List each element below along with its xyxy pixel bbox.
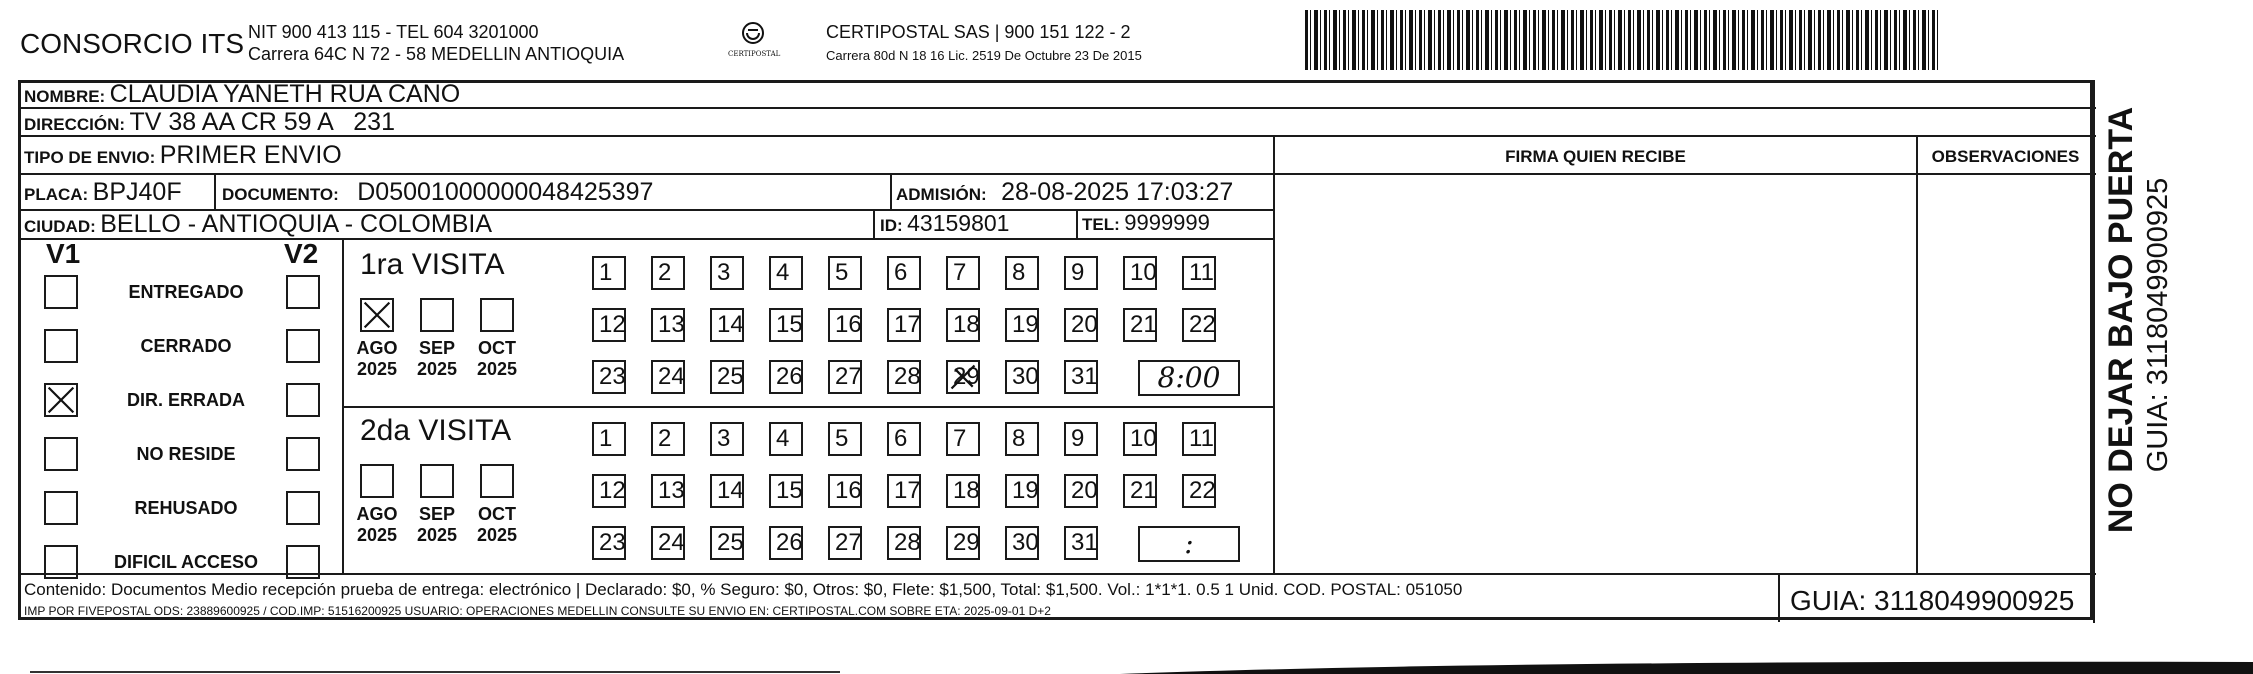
day-box-24[interactable]: [651, 526, 685, 560]
v1-checkbox[interactable]: [44, 275, 78, 309]
ciudad-field: [24, 210, 492, 239]
v1-checkbox[interactable]: [44, 329, 78, 363]
day-box-13[interactable]: [651, 474, 685, 508]
month-label: [352, 504, 402, 546]
documento-label: DOCUMENTO:: [222, 185, 339, 204]
day-box-27[interactable]: [828, 360, 862, 394]
day-number: 21: [1130, 477, 1157, 504]
day-box-28[interactable]: [887, 360, 921, 394]
tel-label: TEL:: [1082, 215, 1120, 234]
day-number: 8: [1012, 259, 1026, 286]
month-name: AGO: [356, 504, 398, 524]
day-box-14[interactable]: [710, 308, 744, 342]
day-number: 1: [599, 425, 613, 452]
day-number: 5: [835, 425, 849, 452]
nombre-row: [24, 80, 460, 109]
certipostal-logo: [728, 20, 781, 64]
observaciones-label: OBSERVACIONES: [1931, 147, 2080, 166]
day-box-1[interactable]: [592, 256, 626, 290]
tipo-value: PRIMER ENVIO: [159, 141, 342, 169]
day-box-31[interactable]: [1064, 360, 1098, 394]
day-box-23[interactable]: [592, 360, 626, 394]
address-line: Carrera 64C N 72 - 58 MEDELLIN ANTIOQUIA: [248, 44, 625, 64]
month-name: OCT: [478, 504, 516, 524]
day-box-10[interactable]: [1123, 422, 1157, 456]
day-number: 23: [599, 529, 626, 556]
day-box-8[interactable]: [1005, 256, 1039, 290]
day-number: 3: [717, 259, 731, 286]
day-number: 15: [776, 311, 803, 338]
day-box-16[interactable]: [828, 474, 862, 508]
day-number: 30: [1012, 529, 1039, 556]
day-box-30[interactable]: [1005, 360, 1039, 394]
check-mark-icon: [362, 300, 392, 330]
day-box-16[interactable]: [828, 308, 862, 342]
v2-checkbox[interactable]: [286, 437, 320, 471]
day-number: 11: [1189, 259, 1214, 286]
admision-value: 28-08-2025 17:03:27: [1001, 178, 1234, 206]
day-box-28[interactable]: [887, 526, 921, 560]
day-box-29[interactable]: [946, 360, 980, 394]
day-number: 2: [658, 259, 672, 286]
month-label: [472, 338, 522, 380]
day-box-29[interactable]: [946, 526, 980, 560]
carrier-line: CERTIPOSTAL SAS | 900 151 122 - 2: [826, 22, 1131, 42]
day-number: 23: [599, 363, 626, 390]
status-label: NO RESIDE: [136, 444, 236, 464]
v2-checkbox[interactable]: [286, 491, 320, 525]
day-number: 7: [953, 425, 967, 452]
day-number: 20: [1071, 311, 1098, 338]
month-name: AGO: [356, 338, 398, 358]
placa-label: PLACA:: [24, 185, 89, 204]
day-number: 6: [894, 425, 908, 452]
day-box-7[interactable]: [946, 256, 980, 290]
v2-label: V2: [284, 238, 319, 269]
day-box-25[interactable]: [710, 360, 744, 394]
day-number: 18: [953, 311, 980, 338]
day-box-23[interactable]: [592, 526, 626, 560]
status-label: DIFICIL ACCESO: [113, 552, 258, 572]
day-number: 13: [658, 477, 685, 504]
day-box-24[interactable]: [651, 360, 685, 394]
month-year: 2025: [476, 359, 518, 379]
day-number: 12: [599, 311, 626, 338]
id-label: ID:: [880, 216, 903, 235]
day-box-4[interactable]: [769, 422, 803, 456]
admision-label: ADMISIÓN:: [896, 185, 987, 204]
day-box-9[interactable]: [1064, 256, 1098, 290]
day-box-2[interactable]: [651, 256, 685, 290]
day-number: 11: [1189, 425, 1214, 452]
id-field: [880, 210, 1009, 237]
day-box-20[interactable]: [1064, 308, 1098, 342]
tel-field: [1082, 210, 1210, 236]
v2-checkbox[interactable]: [286, 329, 320, 363]
day-number: 31: [1071, 363, 1098, 390]
day-box-9[interactable]: [1064, 422, 1098, 456]
day-number: 30: [1012, 363, 1039, 390]
day-number: 4: [776, 259, 790, 286]
day-number: 16: [835, 311, 862, 338]
day-number: 14: [717, 311, 744, 338]
firma-label: FIRMA QUIEN RECIBE: [1505, 147, 1686, 166]
day-box-3[interactable]: [710, 422, 744, 456]
day-number: 22: [1189, 311, 1216, 338]
status-label: ENTREGADO: [128, 282, 244, 302]
month-name: OCT: [478, 338, 516, 358]
day-number: 31: [1071, 529, 1098, 556]
day-box-14[interactable]: [710, 474, 744, 508]
ciudad-value: BELLO - ANTIOQUIA - COLOMBIA: [100, 210, 492, 238]
v1-checkbox[interactable]: [44, 491, 78, 525]
time-field[interactable]: [1138, 526, 1240, 562]
tipo-row: [24, 141, 342, 170]
day-box-22[interactable]: [1182, 308, 1216, 342]
nit-line: NIT 900 413 115 - TEL 604 3201000: [248, 22, 539, 42]
documento-field: [222, 178, 653, 207]
day-number: 27: [835, 363, 862, 390]
direccion-row: [24, 108, 395, 137]
day-number: 2: [658, 425, 672, 452]
contenido-text: Contenido: Documentos Medio recepción prueba de entrega: electrónico | Declarado: $0, % Seguro: $0, Otros: $0, Flete: $1,500, Total: $1,500. Vol.: 1*1*1. 0.5 1 Unid. COD. POSTAL: 051050: [24, 580, 1463, 599]
day-box-3[interactable]: [710, 256, 744, 290]
placa-field: [24, 178, 182, 207]
day-box-25[interactable]: [710, 526, 744, 560]
month-checkbox[interactable]: [480, 464, 514, 498]
day-box-18[interactable]: [946, 474, 980, 508]
day-box-17[interactable]: [887, 308, 921, 342]
day-box-5[interactable]: [828, 422, 862, 456]
day-box-11[interactable]: [1182, 422, 1216, 456]
admision-field: [896, 178, 1233, 207]
nombre-value: CLAUDIA YANETH RUA CANO: [109, 80, 461, 108]
status-label: CERRADO: [140, 336, 232, 356]
tel-value: 9999999: [1124, 210, 1210, 235]
day-number: 10: [1130, 425, 1157, 452]
day-number: 7: [953, 259, 967, 286]
logo-text: CERTIPOSTAL: [728, 50, 781, 58]
v1-checkbox[interactable]: [44, 383, 78, 417]
day-number: 10: [1130, 259, 1157, 286]
day-box-26[interactable]: [769, 526, 803, 560]
day-box-21[interactable]: [1123, 474, 1157, 508]
direccion-label: DIRECCIÓN:: [24, 115, 126, 134]
day-number: 5: [835, 259, 849, 286]
barcode: [1305, 10, 1940, 70]
day-box-12[interactable]: [592, 474, 626, 508]
visit1-title: 1ra VISITA: [360, 248, 505, 281]
month-label: [472, 504, 522, 546]
time-field[interactable]: [1138, 360, 1240, 396]
month-checkbox[interactable]: [420, 298, 454, 332]
day-number: 16: [835, 477, 862, 504]
v2-checkbox[interactable]: [286, 545, 320, 579]
day-number: 4: [776, 425, 790, 452]
day-number: 26: [776, 529, 803, 556]
day-number: 9: [1071, 259, 1085, 286]
day-box-30[interactable]: [1005, 526, 1039, 560]
visit2-title: 2da VISITA: [360, 414, 512, 447]
month-year: 2025: [356, 525, 398, 545]
day-box-10[interactable]: [1123, 256, 1157, 290]
id-value: 43159801: [907, 210, 1010, 236]
day-box-31[interactable]: [1064, 526, 1098, 560]
day-box-15[interactable]: [769, 308, 803, 342]
time-value: :: [1184, 527, 1194, 560]
day-number: 12: [599, 477, 626, 504]
company-name: CONSORCIO ITS: [20, 28, 245, 59]
day-number: 18: [953, 477, 980, 504]
ciudad-label: CIUDAD:: [24, 217, 96, 236]
month-name: SEP: [418, 504, 456, 524]
day-mark-icon: [948, 362, 978, 392]
day-box-17[interactable]: [887, 474, 921, 508]
month-checkbox[interactable]: [420, 464, 454, 498]
time-value: 8:00: [1157, 361, 1221, 394]
day-number: 29: [953, 529, 980, 556]
day-number: 14: [717, 477, 744, 504]
day-number: 21: [1130, 311, 1157, 338]
day-number: 26: [776, 363, 803, 390]
no-dejar-warning: NO DEJAR BAJO PUERTA: [2102, 106, 2140, 534]
day-box-4[interactable]: [769, 256, 803, 290]
v2-checkbox[interactable]: [286, 383, 320, 417]
day-number: 20: [1071, 477, 1098, 504]
month-checkbox[interactable]: [480, 298, 514, 332]
side-text: [2102, 90, 2182, 550]
guia-footer: GUIA: 3118049900925: [1790, 585, 2075, 616]
documento-value: D05001000000048425397: [357, 178, 654, 206]
month-year: 2025: [416, 525, 458, 545]
day-box-13[interactable]: [651, 308, 685, 342]
day-number: 27: [835, 529, 862, 556]
day-number: 1: [599, 259, 613, 286]
day-box-2[interactable]: [651, 422, 685, 456]
day-box-1[interactable]: [592, 422, 626, 456]
day-box-15[interactable]: [769, 474, 803, 508]
day-number: 25: [717, 529, 744, 556]
day-number: 28: [894, 529, 921, 556]
status-label: DIR. ERRADA: [126, 390, 245, 410]
day-box-12[interactable]: [592, 308, 626, 342]
day-number: 8: [1012, 425, 1026, 452]
page-edge: [0, 660, 2253, 674]
day-box-19[interactable]: [1005, 308, 1039, 342]
day-number: 28: [894, 363, 921, 390]
day-number: 29: [953, 363, 980, 390]
day-number: 15: [776, 477, 803, 504]
month-year: 2025: [476, 525, 518, 545]
v1-checkbox[interactable]: [44, 437, 78, 471]
carrier-license: Carrera 80d N 18 16 Lic. 2519 De Octubre 23 De 2015: [826, 48, 1142, 63]
imp-text: IMP POR FIVEPOSTAL ODS: 23889600925 / COD.IMP: 51516200925 USUARIO: OPERACIONES MEDELLIN CONSULTE SU ENVIO EN: CERTIPOSTAL.COM SOBRE ETA: 2025-09-01 D+2: [24, 604, 1051, 618]
day-box-8[interactable]: [1005, 422, 1039, 456]
day-number: 25: [717, 363, 744, 390]
day-number: 24: [658, 363, 685, 390]
day-box-21[interactable]: [1123, 308, 1157, 342]
day-number: 19: [1012, 477, 1039, 504]
month-checkbox[interactable]: [360, 298, 394, 332]
nombre-label: NOMBRE:: [24, 87, 106, 106]
month-label: [412, 338, 462, 380]
tipo-label: TIPO DE ENVIO:: [24, 148, 156, 167]
day-number: 17: [894, 477, 921, 504]
month-checkbox[interactable]: [360, 464, 394, 498]
day-number: 24: [658, 529, 685, 556]
day-box-5[interactable]: [828, 256, 862, 290]
day-box-18[interactable]: [946, 308, 980, 342]
status-label: REHUSADO: [134, 498, 238, 518]
day-box-19[interactable]: [1005, 474, 1039, 508]
day-box-6[interactable]: [887, 422, 921, 456]
side-guia: GUIA: 3118049900925: [2142, 177, 2174, 473]
day-box-26[interactable]: [769, 360, 803, 394]
day-box-11[interactable]: [1182, 256, 1216, 290]
day-number: 3: [717, 425, 731, 452]
month-label: [352, 338, 402, 380]
day-box-27[interactable]: [828, 526, 862, 560]
day-number: 13: [658, 311, 685, 338]
day-number: 6: [894, 259, 908, 286]
day-box-20[interactable]: [1064, 474, 1098, 508]
month-year: 2025: [416, 359, 458, 379]
day-number: 22: [1189, 477, 1216, 504]
day-box-7[interactable]: [946, 422, 980, 456]
day-number: 17: [894, 311, 921, 338]
month-label: [412, 504, 462, 546]
month-year: 2025: [356, 359, 398, 379]
direccion-value: TV 38 AA CR 59 A 231: [129, 108, 395, 136]
day-box-6[interactable]: [887, 256, 921, 290]
day-box-22[interactable]: [1182, 474, 1216, 508]
check-mark-icon: [46, 385, 76, 415]
month-name: SEP: [418, 338, 456, 358]
v2-checkbox[interactable]: [286, 275, 320, 309]
v1-label: V1: [46, 238, 81, 269]
v1-checkbox[interactable]: [44, 545, 78, 579]
placa-value: BPJ40F: [92, 178, 182, 206]
day-number: 9: [1071, 425, 1085, 452]
day-number: 19: [1012, 311, 1039, 338]
